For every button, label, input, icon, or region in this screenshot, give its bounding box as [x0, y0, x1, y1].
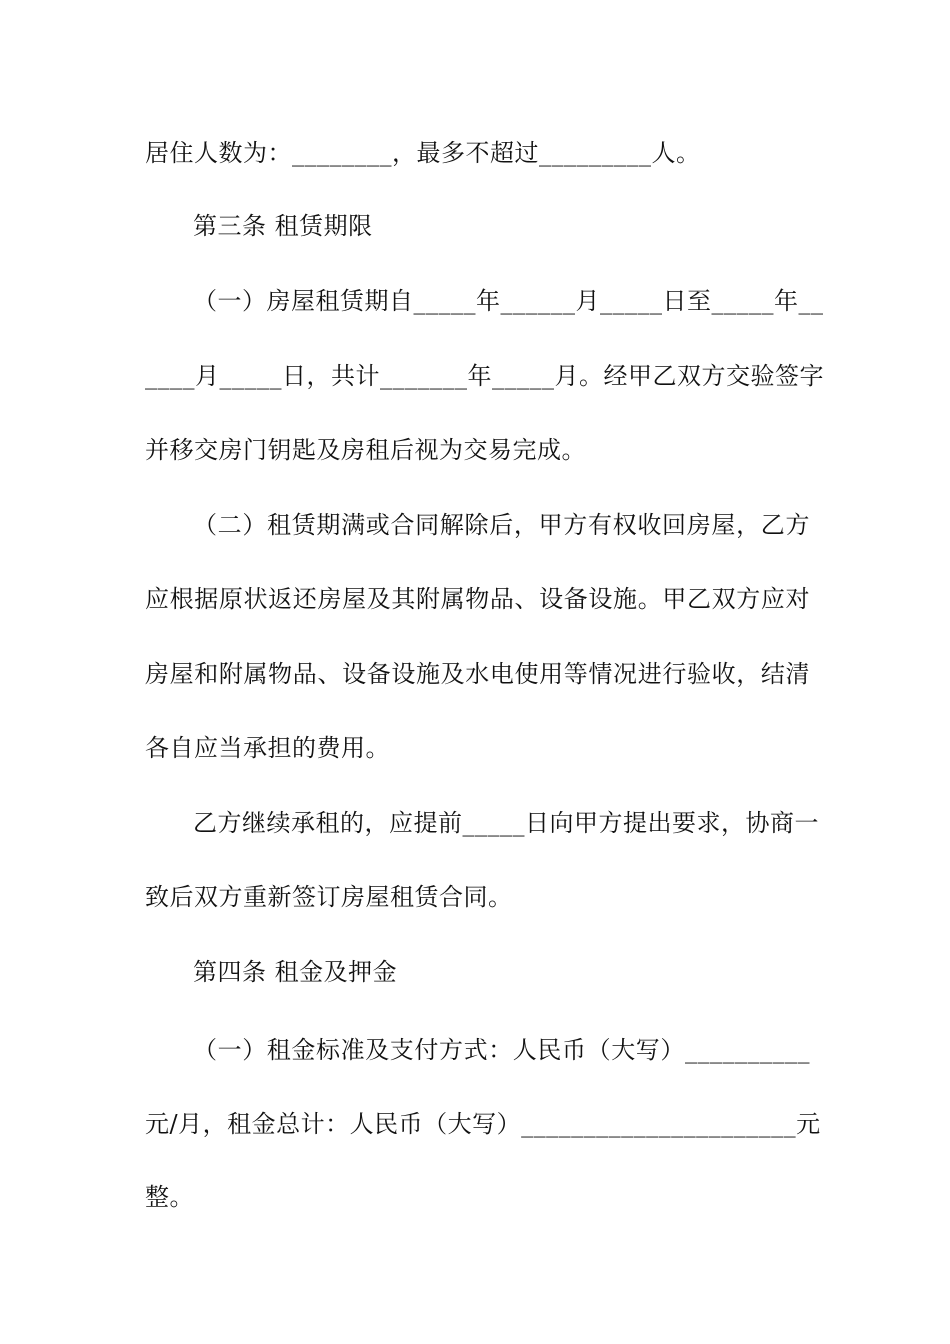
occupancy-line: 居住人数为：________，最多不超过_________人。 — [145, 139, 701, 167]
lease-expiry-line-4: 各自应当承担的费用。 — [145, 734, 390, 762]
lease-term-line-3: 并移交房门钥匙及房租后视为交易完成。 — [145, 436, 586, 464]
lease-expiry-line-1: （二）租赁期满或合同解除后，甲方有权收回房屋，乙方 — [193, 511, 810, 539]
rent-line-3: 整。 — [145, 1183, 194, 1211]
lease-term-line-2: ____月_____日，共计_______年_____月。经甲乙双方交验签字 — [145, 362, 824, 390]
lease-term-line-1: （一）房屋租赁期自_____年______月_____日至_____年__ — [193, 287, 824, 315]
article-3-heading: 第三条 租赁期限 — [193, 212, 373, 240]
rent-line-1: （一）租金标准及支付方式：人民币（大写）__________ — [193, 1036, 810, 1064]
lease-expiry-line-2: 应根据原状返还房屋及其附属物品、设备设施。甲乙双方应对 — [145, 585, 810, 613]
rent-line-2: 元/月，租金总计：人民币（大写）______________________元 — [145, 1110, 821, 1138]
renewal-line-2: 致后双方重新签订房屋租赁合同。 — [145, 883, 513, 911]
lease-expiry-line-3: 房屋和附属物品、设备设施及水电使用等情况进行验收，结清 — [145, 660, 810, 688]
article-4-heading: 第四条 租金及押金 — [193, 958, 398, 986]
renewal-line-1: 乙方继续承租的，应提前_____日向甲方提出要求，协商一 — [193, 809, 819, 837]
